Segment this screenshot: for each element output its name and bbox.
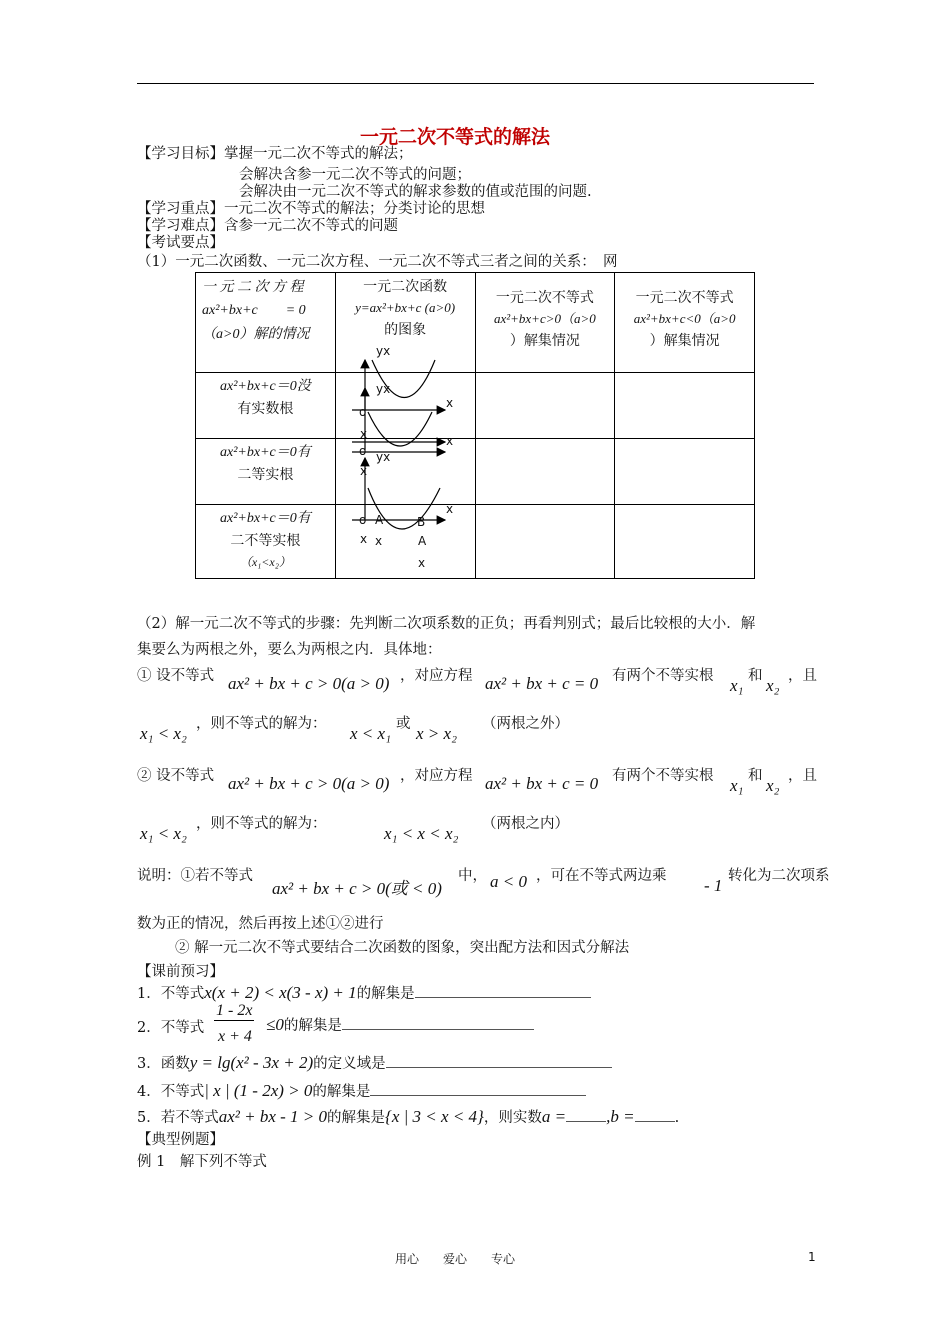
focus-label: 【学习重点】 [137,201,224,217]
example-1: 例 1 解下列不等式 [137,1154,267,1170]
goal-3: 会解决由一元二次不等式的解求参数的值或范围的问题. [239,184,592,200]
note-a-lt-0: a < 0 [490,872,527,891]
graph-label-o-1: o [359,405,367,419]
item2-x2: x₂ [766,776,780,795]
table-head-gt: 一元二次不等式 ax²+bx+c>0（a>0 ）解集情况 [475,273,615,373]
page-title: 一元二次不等式的解法 [360,126,551,148]
cell-lt-1 [615,373,755,439]
table-row-no-roots: ax²+bx+c＝0没 有实数根 [196,373,336,439]
cell-lt-2 [615,439,755,505]
goal-1: 掌握一元二次不等式的解法； [224,146,413,162]
item2-then: ，则不等式的解为： [196,816,327,832]
item1-sol-b: x > x₂ [416,724,457,743]
cell-gt-3 [475,505,615,579]
item1-or: 或 [396,716,411,732]
question-1: 1．不等式x(x + 2) < x(3 - x) + 1的解集是 [137,982,591,1003]
focus-text: 一元二次不等式的解法；分类讨论的思想 [224,201,485,217]
graph-label-x-4: x [360,464,368,478]
item1-outside: （两根之外） [482,716,569,732]
item1-x2: x₂ [766,676,780,695]
footer-text: 用心 爱心 专心 [395,1252,516,1266]
graph-label-A-2: A [418,534,427,548]
section2-line2: 集要么为两根之外，要么为两根之内．具体地： [137,642,442,658]
graph-label-x-6: x [360,532,368,546]
table-row-double-root: ax²+bx+c＝0有 二等实根 [196,439,336,505]
note-neg1: - 1 [704,876,723,895]
graph-label-o-3: o [359,513,367,527]
graph-label-yx-3: yx [376,450,391,464]
item2-roots-text: 有两个不等实根 [612,768,714,784]
item2-mid: ，对应方程 [400,768,473,784]
question-4: 4．不等式| x | (1 - 2x) > 0的解集是 [137,1080,586,1101]
q5-math: ax² + bx - 1 > 0 [218,1107,328,1126]
q1-answer-blank[interactable] [415,983,591,998]
difficulty-text: 含参一元二次不等式的问题 [224,218,398,234]
item2-x1: x₁ [730,776,744,795]
q2-numerator: 1 - 2x [216,1002,253,1019]
graph-label-x-5: x [446,502,454,516]
item2-sol: x₁ < x < x₂ [384,824,459,843]
item2-inequality: ax² + bx + c > 0(a > 0) [228,774,390,793]
note-inequality: ax² + bx + c > 0(或 < 0) [272,879,442,898]
exam-label: 【考试要点】 [137,235,224,251]
item2-inside: （两根之内） [482,816,569,832]
graph-label-o-2: o [359,444,367,458]
goals-block [137,146,413,163]
q5-a: a = [541,1107,567,1126]
item1-inequality: ax² + bx + c > 0(a > 0) [228,674,390,693]
q2-label: 2．不等式 [137,1020,205,1036]
item1-equation: ax² + bx + c = 0 [485,674,599,693]
q5-set: {x | 3 < x < 4} [385,1107,484,1126]
q2-denominator: x + 4 [218,1028,252,1045]
item1-and2: ，且 [788,668,817,684]
example-label: 【典型例题】 [137,1132,224,1148]
item1-and: 和 [748,668,763,684]
note-2: ② 解一元二次不等式要结合二次函数的图象，突出配方法和因式分解法 [175,940,630,956]
item1-label: ① 设不等式 [137,668,215,684]
header-rule [137,83,814,84]
graph-label-x-7: x [375,534,383,548]
item1-x1-lt-x2: x₁ < x₂ [140,724,187,743]
q5-b: ,b = [606,1107,635,1126]
q3-math: y = lg(x² - 3x + 2) [189,1053,314,1072]
q3-answer-blank[interactable] [386,1053,612,1068]
note-convert: 转化为二次项系 [728,868,830,884]
table-row-two-roots: ax²+bx+c＝0有 二不等实根 （x₁<x₂） [196,505,336,579]
item2-x1-lt-x2: x₁ < x₂ [140,824,187,843]
graph-label-x-1: x [446,396,454,410]
item1-mid: ，对应方程 [400,668,473,684]
item1-sol-a: x < x₁ [350,724,391,743]
q5-b-blank[interactable] [635,1107,675,1122]
table-head-lt: 一元二次不等式 ax²+bx+c<0（a>0 ）解集情况 [615,273,755,373]
q2-rest: ≤0的解集是 [266,1014,534,1035]
goal-2: 会解决含参一元二次不等式的问题； [239,167,471,183]
note-line2: 数为正的情况，然后再按上述①②进行 [137,916,384,932]
item1-then: ，则不等式的解为： [196,716,327,732]
note-label: 说明：①若不等式 [137,868,253,884]
graph-label-B: B [417,515,426,529]
section1-text: （1）一元二次函数、一元二次方程、一元二次不等式三者之间的关系： 网 [137,254,618,270]
item1-roots-text: 有两个不等实根 [612,668,714,684]
page-number: 1 [808,1250,816,1264]
graph-label-yx-2: yx [376,382,391,396]
item1-x1: x₁ [730,676,744,695]
section2-line1: （2）解一元二次不等式的步骤：先判断二次项系数的正负；再看判别式；最后比较根的大小．解 [137,616,756,632]
difficulty-label: 【学习难点】 [137,218,224,234]
parabola-2 [368,412,432,446]
item2-equation: ax² + bx + c = 0 [485,774,599,793]
q2-math: ≤0 [266,1015,284,1034]
graph-label-yx-1: yx [376,344,391,358]
q1-math: x(x + 2) < x(3 - x) + 1 [204,983,357,1002]
cell-gt-2 [475,439,615,505]
q2-answer-blank[interactable] [342,1015,534,1030]
graph-label-A-1: A [375,513,384,527]
goals-label: 【学习目标】 [137,146,224,162]
cell-gt-1 [475,373,615,439]
preview-label: 【课前预习】 [137,964,224,980]
graph-label-x-2: x [360,427,368,441]
item2-label: ② 设不等式 [137,768,215,784]
note-multiply: ，可在不等式两边乘 [536,868,667,884]
item2-and2: ，且 [788,768,817,784]
note-mid: 中， [458,868,487,884]
cell-lt-3 [615,505,755,579]
q5-a-blank[interactable] [566,1107,606,1122]
question-3: 3．函数y = lg(x² - 3x + 2)的定义域是 [137,1052,612,1073]
graph-label-x-3: x [446,434,454,448]
graph-label-x-8: x [418,556,426,570]
table-head-equation: 一 元 二 次 方 程 ax²+bx+c = 0（a>0）解的情况 [196,273,336,373]
item2-and: 和 [748,768,763,784]
q4-math: | x | (1 - 2x) > 0 [204,1081,313,1100]
relation-table [195,272,755,579]
table-head-function: 一元二次函数 y=ax²+bx+c (a>0) 的图象 [335,273,475,373]
question-5: 5．若不等式ax² + bx - 1 > 0的解集是{x | 3 < x < 4}，则实数a = ,b = . [137,1107,680,1126]
q4-answer-blank[interactable] [370,1081,586,1096]
